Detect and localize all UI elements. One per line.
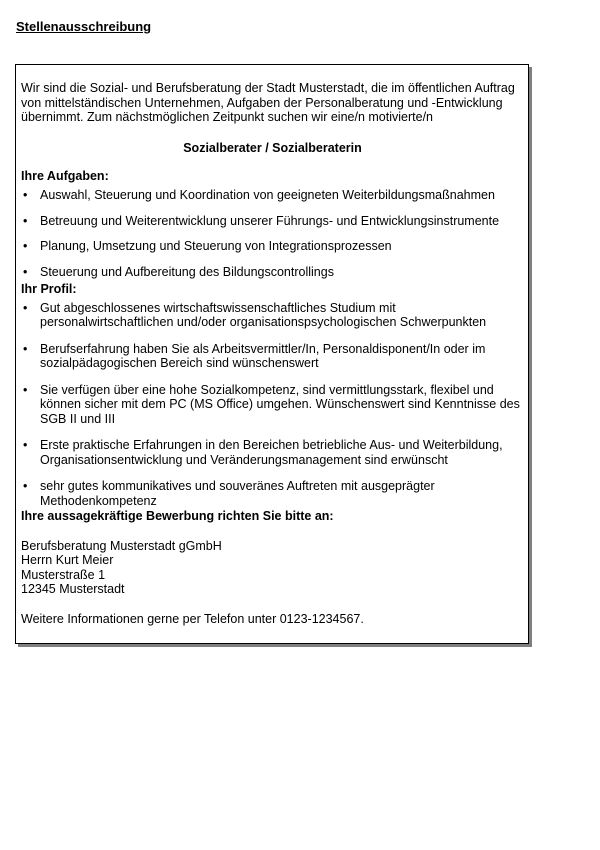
intro-paragraph: Wir sind die Sozial- und Berufsberatung der Stadt Musterstadt, die im öffentlichen Auftrag von mittelständischen Unternehmen, Aufgaben der Personalberatung und -Entwicklung übernimmt. Zum nächstmöglichen Zeitpunkt suchen wir eine/n motivierte/n xyxy=(21,81,515,124)
job-ad-content xyxy=(21,81,524,626)
profile-text: Gut abgeschlossenes wirtschaftswissenschaftliches Studium mit personalwirtschaftlichen und/oder organisationspsychologischen Schwerpunkten xyxy=(40,300,487,329)
list-item xyxy=(21,239,524,254)
profile-text: sehr gutes kommunikatives und souveränes Auftreten mit ausgeprägter Methodenkompetenz xyxy=(40,479,435,508)
task-text: Betreuung und Weiterentwicklung unserer Führungs- und Entwicklungsinstrumente xyxy=(40,213,500,228)
list-item xyxy=(21,438,524,467)
list-item xyxy=(21,265,524,280)
task-text: Steuerung und Aufbereitung des Bildungscontrollings xyxy=(40,264,334,279)
job-ad-box xyxy=(15,64,529,644)
bullet-icon: • xyxy=(23,479,28,493)
address-block xyxy=(21,539,524,597)
bullet-icon: • xyxy=(23,438,28,452)
list-item xyxy=(21,383,524,427)
address-city: 12345 Musterstadt xyxy=(21,582,125,596)
profile-list xyxy=(21,301,524,509)
address-company: Berufsberatung Musterstadt gGmbH xyxy=(21,538,222,553)
page-heading: Stellenausschreibung xyxy=(16,19,152,34)
list-item xyxy=(21,342,524,371)
tasks-list xyxy=(21,188,524,279)
bullet-icon: • xyxy=(23,213,28,228)
bullet-icon: • xyxy=(23,188,28,202)
profile-text: Sie verfügen über eine hohe Sozialkompetenz, sind vermittlungsstark, flexibel und können sicher mit dem PC (MS Office) umgehen. Wünschenswert sind Kenntnisse des SGB II und III xyxy=(40,382,520,426)
profile-text: Erste praktische Erfahrungen in den Bereichen betriebliche Aus- und Weiterbildung, Organisationsentwicklung und Veränderungsmanagement sind erwünscht xyxy=(40,438,503,467)
address-contact-person: Herrn Kurt Meier xyxy=(21,553,114,567)
task-text: Planung, Umsetzung und Steuerung von Integrationsprozessen xyxy=(40,239,392,253)
job-title: Sozialberater / Sozialberaterin xyxy=(183,140,362,155)
tasks-heading: Ihre Aufgaben: xyxy=(21,168,109,183)
list-item xyxy=(21,214,524,229)
contact-info: Weitere Informationen gerne per Telefon unter 0123-1234567. xyxy=(21,611,364,626)
task-text: Auswahl, Steuerung und Koordination von geeigneten Weiterbildungsmaßnahmen xyxy=(40,188,495,202)
list-item xyxy=(21,479,524,508)
profile-heading: Ihr Profil: xyxy=(21,282,77,296)
bullet-icon: • xyxy=(23,341,28,356)
list-item xyxy=(21,188,524,203)
list-item xyxy=(21,301,524,330)
bullet-icon: • xyxy=(23,300,28,315)
bullet-icon: • xyxy=(23,264,28,279)
bullet-icon: • xyxy=(23,382,28,397)
application-heading: Ihre aussagekräftige Bewerbung richten Sie bitte an: xyxy=(21,509,334,523)
bullet-icon: • xyxy=(23,239,28,253)
address-street: Musterstraße 1 xyxy=(21,567,106,582)
profile-text: Berufserfahrung haben Sie als Arbeitsvermittler/In, Personaldisponent/In oder im sozialpädagogischen Bereich sind wünschenswert xyxy=(40,341,486,370)
